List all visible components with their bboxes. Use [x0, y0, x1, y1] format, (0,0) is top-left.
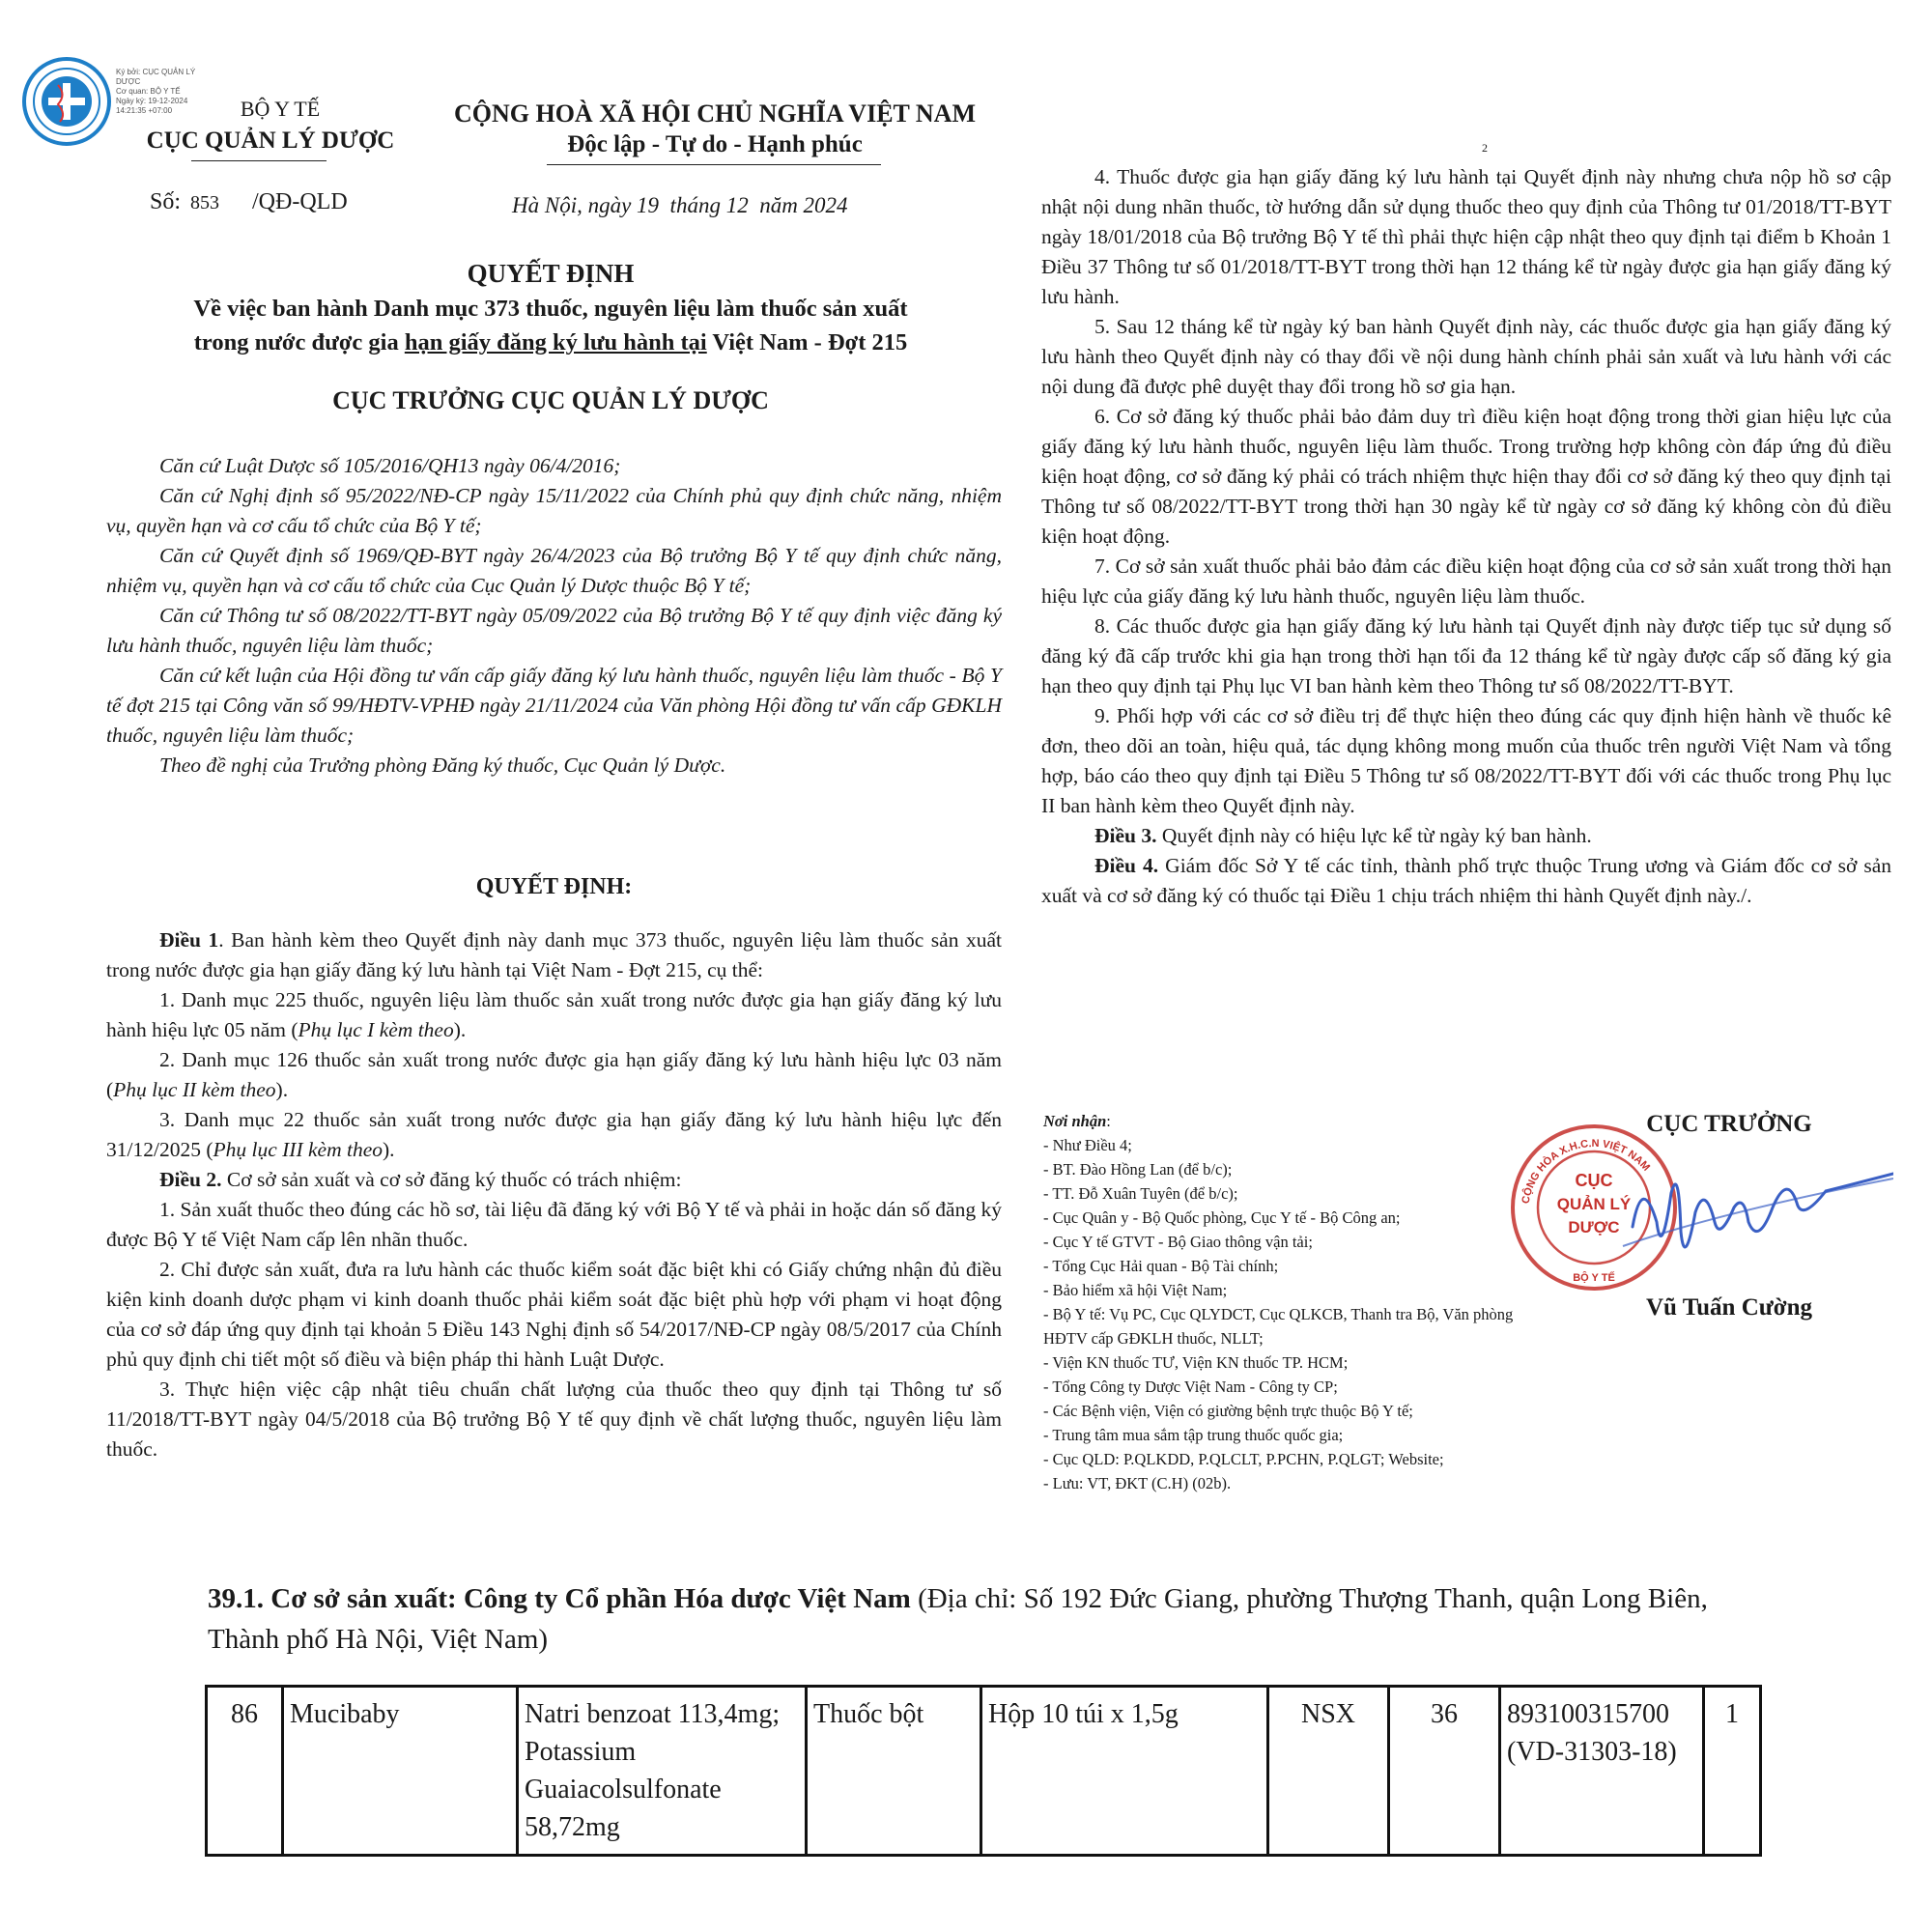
basis-item: Theo đề nghị của Trưởng phòng Đăng ký thuốc, Cục Quản lý Dược.: [159, 753, 726, 777]
cell-batch: 1: [1704, 1687, 1761, 1856]
item-text: 3. Danh mục 22 thuốc sản xuất trong nước được gia hạn giấy đăng ký lưu hành hiệu lực đến 31/12/2025 (: [106, 1108, 1002, 1161]
basis-item: Căn cứ Nghị định số 95/2022/NĐ-CP ngày 15/11/2022 của Chính phủ quy định chức năng, nhiệm vụ, quyền hạn và cơ cấu tổ chức của Bộ Y tế;: [106, 484, 1002, 537]
department-name: CỤC QUẢN LÝ DƯỢC: [146, 128, 395, 154]
article-4-text: Giám đốc Sở Y tế các tỉnh, thành phố trực thuộc Trung ương và Giám đốc cơ sở sản xuất và cơ sở đăng ký có thuốc tại Điều 1 chịu trách nhiệm thi hành Quyết định này./.: [1041, 854, 1892, 907]
articles-left: [106, 925, 1002, 1464]
basis-item: Căn cứ Thông tư số 08/2022/TT-BYT ngày 05/09/2022 của Bộ trưởng Bộ Y tế quy định việc đăng ký lưu hành thuốc, nguyên liệu làm thuốc;: [106, 604, 1002, 657]
recipient-item: - Như Điều 4;: [1043, 1136, 1132, 1154]
articles-right: [1041, 162, 1891, 911]
digital-signature-line: Ngày ký: 19-12-2024 14:21:35 +07:00: [116, 97, 188, 115]
recipient-item: - Bảo hiểm xã hội Việt Nam;: [1043, 1281, 1228, 1299]
article-2: [106, 1165, 1002, 1195]
recipient-item: - Bộ Y tế: Vụ PC, Cục QLYDCT, Cục QLKCB, Thanh tra Bộ, Văn phòng HĐTV cấp GĐKLH thuốc, NLLT;: [1043, 1305, 1514, 1348]
item-end: ).: [453, 1018, 467, 1041]
recipients-heading: Nơi nhận:: [1043, 1112, 1111, 1130]
doc-number-prefix: Số:: [150, 189, 182, 214]
document-title: QUYẾT ĐỊNH: [467, 259, 635, 288]
article-4: [1041, 851, 1891, 911]
basis-item: Căn cứ Luật Dược số 105/2016/QH13 ngày 06/4/2016;: [159, 454, 621, 477]
item-text: 1. Danh mục 225 thuốc, nguyên liệu làm thuốc sản xuất trong nước được gia hạn giấy đăng ký lưu hành hiệu lực 05 năm (: [106, 988, 1002, 1041]
article-2-item: 3. Thực hiện việc cập nhật tiêu chuẩn chất lượng của thuốc theo quy định tại Thông tư số 11/2018/TT-BYT ngày 04/5/2018 của Bộ trưởng Bộ Y tế quy định về chất lượng thuốc, nguyên liệu làm thuốc.: [106, 1378, 1002, 1461]
annex-section-heading: [208, 1578, 1753, 1660]
recipient-item: - Tổng Cục Hải quan - Bộ Tài chính;: [1043, 1257, 1279, 1275]
subject-line-2: [106, 326, 995, 359]
signer-name: Vũ Tuấn Cường: [1646, 1294, 1812, 1321]
cell-stt: 86: [207, 1687, 283, 1856]
item-annex: Phụ lục II kèm theo: [113, 1078, 276, 1101]
basis-item: Căn cứ kết luận của Hội đồng tư vấn cấp giấy đăng ký lưu hành thuốc, nguyên liệu làm thuốc - Bộ Y tế đợt 215 tại Công văn số 99/HĐTV-VPHĐ ngày 21/11/2024 của Văn phòng Hội đồng tư vấn cấp GĐKLH thuốc, nguyên liệu làm thuốc;: [106, 664, 1002, 747]
recipient-item: - TT. Đỗ Xuân Tuyên (để b/c);: [1043, 1184, 1238, 1203]
stamp-text-line: CỤC: [1575, 1171, 1613, 1190]
recipient-item: - Cục Y tế GTVT - Bộ Giao thông vận tải;: [1043, 1233, 1313, 1251]
cell-shelf-life: 36: [1389, 1687, 1500, 1856]
page-mark: 2: [1482, 141, 1488, 155]
stamp-bottom-text: BỘ Y TẾ: [1573, 1272, 1615, 1284]
recipient-item: - Lưu: VT, ĐKT (C.H) (02b).: [1043, 1474, 1232, 1492]
article-2-text: Cơ sở sản xuất và cơ sở đăng ký thuốc có trách nhiệm:: [221, 1168, 682, 1191]
handwritten-signature: [1604, 1154, 1893, 1290]
recipient-item: - Cục QLD: P.QLKDD, P.QLCLT, P.PCHN, P.QLGT; Website;: [1043, 1450, 1444, 1468]
cell-standard: NSX: [1268, 1687, 1389, 1856]
item-end: ).: [275, 1078, 289, 1101]
section-heading-bold: 39.1. Cơ sở sản xuất: Công ty Cổ phần Hóa dược Việt Nam: [208, 1583, 911, 1614]
cell-dosage-form: Thuốc bột: [807, 1687, 981, 1856]
digital-signature-line: Ký bởi: CỤC QUẢN LÝ DƯỢC: [116, 68, 196, 86]
article-2-item: 7. Cơ sở sản xuất thuốc phải bảo đảm các điều kiện hoạt động của cơ sở sản xuất trong thời hạn hiệu lực của giấy đăng ký lưu hành thuốc, nguyên liệu làm thuốc.: [1041, 554, 1891, 608]
article-2-item: 5. Sau 12 tháng kể từ ngày ký ban hành Quyết định này, các thuốc được gia hạn giấy đăng ký lưu hành theo Quyết định này có thay đổi về nội dung hành chính phải sản xuất và lưu hành với các nội dung đã được phê duyệt thay đổi trong hồ sơ gia hạn.: [1041, 315, 1891, 398]
recipient-item: - Cục Quân y - Bộ Quốc phòng, Cục Y tế - Bộ Công an;: [1043, 1208, 1401, 1227]
digital-signature-line: Cơ quan: BỘ Y TẾ: [116, 87, 181, 96]
article-1: [106, 925, 1002, 985]
article-2-item: 9. Phối hợp với các cơ sở điều trị để thực hiện theo đúng các quy định hiện hành về thuốc kê đơn, theo dõi an toàn, hiệu quả, tác dụng không mong muốn của thuốc trên người Việt Nam và tổng hợp, báo cáo theo quy định tại Điều 5 Thông tư số 08/2022/TT-BYT đối với các thuốc trong Phụ lục II ban hành kèm theo Quyết định này.: [1041, 704, 1891, 817]
table-row: [207, 1687, 1761, 1856]
article-4-label: Điều 4.: [1094, 854, 1159, 877]
stamp-ring-text-path: CỘNG HÒA X.H.C.N VIỆT NAM: [1520, 1137, 1653, 1206]
header-left-underline: [191, 160, 327, 161]
item-end: ).: [383, 1138, 395, 1161]
recipient-item: - Trung tâm mua sắm tập trung thuốc quốc gia;: [1043, 1426, 1344, 1444]
article-2-item: 8. Các thuốc được gia hạn giấy đăng ký lưu hành tại Quyết định này được tiếp tục sử dụng số đăng ký đã cấp trước khi gia hạn trong thời hạn tối đa 12 tháng kể từ ngày được cấp số đăng ký gia hạn theo quy định tại Phụ lục VI ban hành kèm theo Thông tư số 08/2022/TT-BYT.: [1041, 614, 1891, 697]
drug-table: [205, 1685, 1762, 1857]
item-annex: Phụ lục III kèm theo: [213, 1138, 383, 1161]
motto-underline: [547, 164, 881, 165]
legal-basis: [106, 451, 1002, 781]
decide-heading: QUYẾT ĐỊNH:: [475, 874, 633, 899]
subject-line-2-b: Việt Nam - Đợt 215: [706, 329, 908, 355]
document-subject: [106, 292, 995, 359]
document-date: Hà Nội, ngày 19 tháng 12 năm 2024: [512, 193, 848, 217]
issuing-authority: CỤC TRƯỞNG CỤC QUẢN LÝ DƯỢC: [332, 386, 769, 414]
article-2-item: 1. Sản xuất thuốc theo đúng các hồ sơ, tài liệu đã đăng ký với Bộ Y tế và phải in hoặc dán số đăng ký được Bộ Y tế Việt Nam cấp lên nhãn thuốc.: [106, 1198, 1002, 1251]
article-3-text: Quyết định này có hiệu lực kể từ ngày ký ban hành.: [1156, 824, 1592, 847]
article-1-label: Điều 1: [159, 928, 219, 952]
article-2-item: 2. Chỉ được sản xuất, đưa ra lưu hành các thuốc kiểm soát đặc biệt khi có Giấy chứng nhận đủ điều kiện kinh doanh dược phạm vi kinh doanh thuốc phải kiểm soát đặc biệt phù hợp với phạm vi hoạt động của cơ sở đáp ứng quy định tại khoản 5 Điều 143 Nghị định số 54/2017/NĐ-CP ngày 08/5/2017 của Chính phủ quy định chi tiết một số điều và biện pháp thi hành Luật Dược.: [106, 1258, 1002, 1371]
cell-registration-number: 893100315700 (VD-31303-18): [1500, 1687, 1704, 1856]
ministry-emblem-logo: [21, 56, 112, 147]
article-3: [1041, 821, 1891, 851]
basis-item: Căn cứ Quyết định số 1969/QĐ-BYT ngày 26/4/2023 của Bộ trưởng Bộ Y tế quy định chức năng, nhiệm vụ, quyền hạn và cơ cấu tổ chức của Cục Quản lý Dược thuộc Bộ Y tế;: [106, 544, 1002, 597]
cell-packaging: Hộp 10 túi x 1,5g: [981, 1687, 1268, 1856]
cell-drug-name: Mucibaby: [283, 1687, 518, 1856]
signer-title: CỤC TRƯỞNG: [1646, 1111, 1812, 1137]
article-2-item: 4. Thuốc được gia hạn giấy đăng ký lưu hành tại Quyết định này nhưng chưa nộp hồ sơ cập nhật nội dung nhãn thuốc, tờ hướng dẫn sử dụng thuốc theo quy định của Thông tư 01/2018/TT-BYT ngày 18/01/2018 của Bộ trưởng Bộ Y tế thì phải thực hiện cập nhật theo quy định tại điểm b Khoản 1 Điều 37 Thông tư số 01/2018/TT-BYT trong thời hạn 12 tháng kể từ ngày được gia hạn giấy đăng ký lưu hành.: [1041, 165, 1891, 308]
recipients-list: [1043, 1109, 1546, 1495]
recipient-item: - BT. Đào Hồng Lan (để b/c);: [1043, 1160, 1233, 1179]
article-2-item: 6. Cơ sở đăng ký thuốc phải bảo đảm duy trì điều kiện hoạt động trong thời gian hiệu lực của giấy đăng ký lưu hành thuốc, nguyên liệu làm thuốc. Trong trường hợp không còn đáp ứng đủ điều kiện hoạt động, cơ sở đăng ký phải có trách nhiệm thực hiện thay đổi cơ sở đăng ký theo quy định tại Thông tư số 08/2022/TT-BYT trong thời hạn 30 ngày kể từ ngày cơ sở đăng ký không còn đủ điều kiện hoạt động.: [1041, 405, 1891, 548]
item-text: 2. Danh mục 126 thuốc sản xuất trong nước được gia hạn giấy đăng ký lưu hành hiệu lực 03 năm (: [106, 1048, 1002, 1101]
subject-line-1: Về việc ban hành Danh mục 373 thuốc, nguyên liệu làm thuốc sản xuất: [193, 296, 908, 322]
doc-number-suffix: /QĐ-QLD: [252, 189, 348, 214]
doc-number-value: 853: [190, 192, 220, 213]
motto: Độc lập - Tự do - Hạnh phúc: [567, 131, 863, 157]
document-number: [150, 189, 348, 215]
stamp-text-line: DƯỢC: [1568, 1218, 1620, 1236]
recipient-item: - Các Bệnh viện, Viện có giường bệnh trực thuộc Bộ Y tế;: [1043, 1402, 1413, 1420]
recipient-item: - Tổng Công ty Dược Việt Nam - Công ty CP;: [1043, 1378, 1338, 1396]
recipient-item: - Viện KN thuốc TƯ, Viện KN thuốc TP. HCM;: [1043, 1353, 1349, 1372]
stamp-text-line: QUẢN LÝ: [1556, 1195, 1632, 1213]
article-1-item: [106, 985, 1002, 1045]
article-1-item: [106, 1105, 1002, 1165]
section-heading-address: (Địa chỉ: Số 192 Đức Giang, phường Thượng Thanh, quận Long Biên, Thành phố Hà Nội, Việt Nam): [208, 1583, 1708, 1655]
cell-ingredients: Natri benzoat 113,4mg; Potassium Guaiacolsulfonate 58,72mg: [518, 1687, 807, 1856]
article-1-item: [106, 1045, 1002, 1105]
article-2-label: Điều 2.: [159, 1168, 222, 1191]
ministry-name: BỘ Y TẾ: [240, 97, 321, 121]
article-1-text: . Ban hành kèm theo Quyết định này danh mục 373 thuốc, nguyên liệu làm thuốc sản xuất trong nước được gia hạn giấy đăng ký lưu hành tại Việt Nam - Đợt 215, cụ thể:: [106, 928, 1002, 981]
recipients-label: Nơi nhận: [1043, 1112, 1107, 1130]
article-3-label: Điều 3.: [1094, 824, 1157, 847]
country-name: CỘNG HOÀ XÃ HỘI CHỦ NGHĨA VIỆT NAM: [453, 99, 977, 128]
subject-line-2-a: trong nước được gia: [193, 329, 405, 355]
subject-line-2-underlined: hạn giấy đăng ký lưu hành tại: [404, 329, 707, 355]
item-annex: Phụ lục I kèm theo: [298, 1018, 454, 1041]
